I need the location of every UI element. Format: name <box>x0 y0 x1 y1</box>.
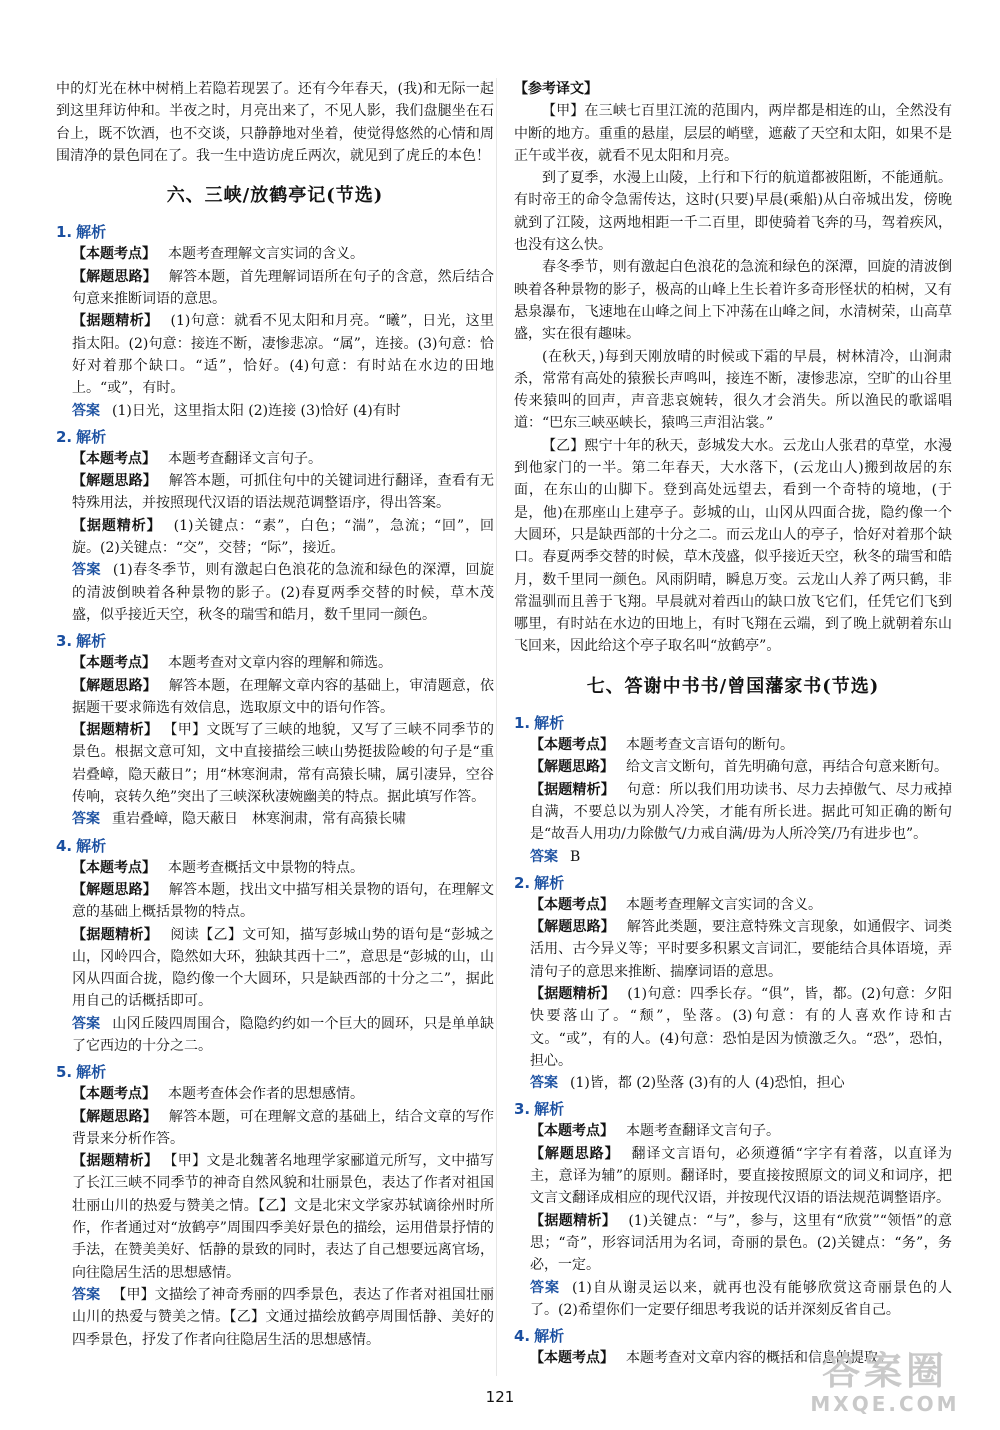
translation-paragraph: 【甲】在三峡七百里江流的范围内，两岸都是相连的山，全然没有中断的地方。重重的悬崖，层层的峭壁，遮蔽了天空和太阳，如果不是正午或半夜，就看不见太阳和月亮。 <box>514 103 952 164</box>
item-text: (1)句意：就看不见太阳和月亮。“曦”，日光，这里指太阳。(2)句意：接连不断，凄惨悲凉。“属”，连接。(3)句意：恰好对着那个缺口。“适”，恰好。(4)句意：有时站在水边的田地上。“或”，有时。 <box>72 313 494 397</box>
analysis-item <box>530 779 952 846</box>
analysis-item <box>530 1120 952 1142</box>
item-text: (1)句意：四季长存。“俱”，皆，都。(2)句意：夕阳快要落山了。“颓”，坠落。(3)句意：有的人喜欢作诗和古文。“或”，有的人。(4)句意：恐怕是因为愤激乏久。“恐”，恐怕，担心。 <box>530 985 952 1069</box>
answer-row <box>530 1072 952 1094</box>
question-number: 5. <box>56 1063 73 1082</box>
item-text: 【甲】文是北魏著名地理学家郦道元所写，文中描写了长江三峡不同季节的神奇自然风貌和壮丽景色，表达了作者对祖国壮丽山川的热爱与赞美之情。【乙】文是北宋文学家苏轼谪徐州时所作，作者通过对“放鹤亭”周围四季美好景色的描绘，运用借景抒情的手法，在赞美美好、恬静的景致的同时，表达了自己想要远离官场，向往隐居生活的思想感情。 <box>72 1153 495 1281</box>
item-tag: 【本题考点】 <box>72 655 156 672</box>
translation-paragraph: 【乙】熙宁十年的秋天，彭城发大水。云龙山人张君的草堂，水漫到他家门的一半。第二年春天，大水落下，(云龙山人)搬到故居的东面，在东山的山脚下。登到高处远望去，看到一个奇特的境地，(于是，他)在那座山上建亭子。彭城的山，山冈从四面合拢，隐约像一个大圆环，只是缺西部的十分之二。而云龙山人的亭子，恰好对着那个缺口。春夏两季交替的时候，草木茂盛，似乎接近天空，秋冬的瑞雪和皓月，数千里同一颜色。风雨阴晴，瞬息万变。云龙山人养了两只鹤，非常温驯而且善于飞翔。早晨就对着西山的缺口放飞它们，任凭它们飞到哪里，有时站在水边的田地上，有时飞翔在云端，到了晚上就朝着东山飞回来，因此给这个亭子取名叫“放鹤亭”。 <box>514 437 952 655</box>
answer-row <box>72 1013 494 1058</box>
answer-text: (1)皆，都 (2)坠落 (3)有的人 (4)恐怕，担心 <box>570 1075 845 1092</box>
analysis-item <box>72 1083 494 1105</box>
question-label: 解析 <box>76 632 107 651</box>
answer-tag: 答案 <box>530 848 558 865</box>
watermark-cn: 答案圈 <box>821 1349 948 1393</box>
question-heading <box>56 1061 494 1083</box>
reference-translation <box>514 100 952 657</box>
item-tag: 【据题精析】 <box>530 781 615 798</box>
answer-row <box>72 400 494 422</box>
answer-tag: 答案 <box>72 1286 101 1303</box>
answer-text: 【甲】文描绘了神奇秀丽的四季景色，表达了作者对祖国壮丽山川的热爱与赞美之情。【乙】文通过描绘放鹤亭周围恬静、美好的四季景色，抒发了作者向往隐居生活的思想感情。 <box>72 1286 495 1348</box>
answer-tag: 答案 <box>530 1075 558 1092</box>
right-questions <box>514 712 952 1369</box>
question-heading <box>514 872 952 894</box>
answer-text: 重岩叠嶂，隐天蔽日 林寒涧肃，常有高猿长啸 <box>112 811 406 828</box>
analysis-item <box>72 879 494 924</box>
analysis-item <box>72 266 494 311</box>
analysis-item <box>530 916 952 983</box>
answer-tag: 答案 <box>72 402 100 419</box>
question-heading <box>56 630 494 652</box>
item-tag: 【据题精析】 <box>72 517 162 534</box>
question-label: 解析 <box>76 836 107 855</box>
analysis-item <box>72 675 494 720</box>
answer-text: (1)春冬季节，则有激起白色浪花的急流和绿色的深潭，回旋的清波倒映着各种景物的影子。(2)春夏两季交替的时候，草木茂盛，似乎接近天空，秋冬的瑞雪和皓月，数千里同一颜色。 <box>72 562 494 623</box>
analysis-item <box>72 1106 494 1151</box>
analysis-item <box>72 924 494 1013</box>
item-text: 本题考查理解文言实词的含义。 <box>168 246 364 263</box>
answer-row <box>72 808 494 830</box>
item-text: 本题考查对文章内容的概括和信息的提取。 <box>626 1350 892 1367</box>
item-tag: 【解题思路】 <box>530 919 615 936</box>
analysis-item <box>530 894 952 916</box>
question-heading <box>56 835 494 857</box>
right-column <box>514 78 952 1369</box>
item-tag: 【本题考点】 <box>530 896 614 913</box>
answer-row <box>72 1284 494 1351</box>
item-text: 本题考查翻译文言句子。 <box>626 1123 780 1140</box>
item-text: 本题考查概括文中景物的特点。 <box>168 859 364 876</box>
answer-text: (1)自从谢灵运以来，就再也没有能够欣赏这奇丽景色的人了。(2)希望你们一定要仔细思考我说的话并深刻反省自己。 <box>530 1279 952 1318</box>
question-label: 解析 <box>76 223 107 242</box>
item-text: 解答本题，找出文中描写相关景物的语句，在理解文意的基础上概括景物的特点。 <box>72 881 495 921</box>
item-tag: 【据题精析】 <box>72 722 159 739</box>
analysis-item <box>72 1150 494 1284</box>
question-number: 2. <box>56 427 73 446</box>
analysis-item <box>530 1210 952 1277</box>
answer-row <box>530 846 952 868</box>
item-tag: 【解题思路】 <box>72 268 157 285</box>
question-label: 解析 <box>76 1063 107 1082</box>
answer-text: 山冈丘陵四周围合，隐隐约约如一个巨大的圆环，只是单单缺了它西边的十分之二。 <box>72 1015 495 1054</box>
item-text: (1)关键点：“与”，参与，这里有“欣赏”“领悟”的意思；“奇”，形容词活用为名词，奇丽的景色。(2)关键点：“务”，务必，一定。 <box>530 1212 952 1274</box>
answer-tag: 答案 <box>72 1015 101 1032</box>
question-number: 4. <box>514 1327 531 1346</box>
question-label: 解析 <box>76 427 107 446</box>
question-heading <box>514 1098 952 1120</box>
question-label: 解析 <box>534 1327 565 1346</box>
answer-text: B <box>570 848 581 865</box>
left-questions <box>56 221 494 1350</box>
answer-text: (1)日光，这里指太阳 (2)连接 (3)恰好 (4)有时 <box>112 402 401 419</box>
question-label: 解析 <box>534 1100 565 1119</box>
item-tag: 【本题考点】 <box>530 1350 614 1367</box>
item-tag: 【本题考点】 <box>72 450 156 467</box>
item-text: 本题考查理解文言实词的含义。 <box>626 896 822 913</box>
item-tag: 【解题思路】 <box>72 1108 157 1125</box>
translation-paragraph: 到了夏季，水漫上山陵，上行和下行的航道都被阻断，不能通航。有时帝王的命令急需传达，这时(只要)早晨(乘船)从白帝城出发，傍晚就到了江陵，这两地相距一千二百里，即使骑着飞奔的马，驾着疾风，也没有这么快。 <box>514 170 952 254</box>
item-text: 解答本题，可在理解文意的基础上，结合文章的写作背景来分析作答。 <box>72 1108 495 1147</box>
analysis-item <box>72 857 494 879</box>
left-column <box>56 78 494 1351</box>
translation-paragraph: 春冬季节，则有激起白色浪花的急流和绿色的深潭，回旋的清波倒映着各种景物的影子，极高的山峰上生长着许多奇形怪状的柏树，又有悬泉瀑布，飞速地在山峰之间上下冲荡在山峰之间，水清树荣，山高草盛，实在很有趣味。 <box>514 259 952 343</box>
analysis-item <box>72 652 494 674</box>
analysis-item <box>72 310 494 399</box>
item-tag: 【解题思路】 <box>72 677 157 694</box>
item-text: 本题考查翻译文言句子。 <box>168 450 322 467</box>
item-text: 解答本题，首先理解词语所在句子的含意，然后结合句意来推断词语的意思。 <box>72 268 495 308</box>
question-heading <box>514 1325 952 1347</box>
analysis-item <box>72 515 494 560</box>
item-tag: 【解题思路】 <box>530 759 614 776</box>
item-tag: 【据题精析】 <box>72 926 159 943</box>
reference-translation-heading: 【参考译文】 <box>514 81 598 97</box>
column-divider <box>496 78 497 1376</box>
item-tag: 【解题思路】 <box>530 1145 620 1162</box>
item-text: 解答此类题，要注意特殊文言现象，如通假字、词类活用、古今异义等；平时要多积累文言词汇，要能结合具体语境，弄清句子的意思来推断、揣摩词语的意思。 <box>530 919 953 980</box>
item-tag: 【解题思路】 <box>72 473 157 490</box>
answer-tag: 答案 <box>72 562 101 579</box>
question-number: 4. <box>56 836 73 855</box>
analysis-item <box>530 756 952 778</box>
answer-tag: 答案 <box>530 1279 561 1296</box>
analysis-item <box>72 719 494 808</box>
item-tag: 【本题考点】 <box>72 246 156 263</box>
item-text: 句意：所以我们用功读书、尽力去掉傲气、尽力戒掉自满，不要总以为别人冷笑，才能有所长进。据此可知正确的断句是“故吾人用功/力除傲气/力戒自满/毋为人所冷笑/乃有进步也”。 <box>530 781 953 843</box>
question-number: 3. <box>56 632 73 651</box>
question-label: 解析 <box>534 714 565 733</box>
question-heading <box>514 712 952 734</box>
item-text: 【甲】文既写了三峡的地貌，又写了三峡不同季节的景色。根据文意可知，文中直接描绘三峡山势挺拔险峻的句子是“重岩叠嶂，隐天蔽日”；用“林寒涧肃，常有高猿长啸，属引凄异，空谷传响，哀转久绝”突出了三峡深秋凄婉幽美的特点。据此填写作答。 <box>72 722 495 806</box>
analysis-item <box>72 470 494 515</box>
item-text: 本题考查文言语句的断句。 <box>626 737 794 754</box>
item-tag: 【本题考点】 <box>530 1123 614 1140</box>
item-tag: 【据题精析】 <box>72 1153 159 1170</box>
section-6-title: 六、三峡/放鹤亭记(节选) <box>166 185 384 207</box>
answer-row <box>530 1277 952 1322</box>
item-tag: 【据题精析】 <box>530 1212 617 1229</box>
intro-paragraph: 中的灯光在林中树梢上若隐若现罢了。还有今年春天，(我)和无际一起到这里拜访仲和。半夜之时，月亮出来了，不见人影，我们盘腿坐在石台上，既不饮酒，也不交谈，只静静地对坐着，使觉得悠然的心情和周围清净的景色同在了。我一生中造访虎丘两次，就见到了虎丘的本色！ <box>56 81 494 164</box>
watermark-url: MXQE.COM <box>810 1392 960 1416</box>
analysis-item <box>72 243 494 265</box>
question-label: 解析 <box>534 873 565 892</box>
page-number: 121 <box>485 1388 515 1406</box>
item-text: 解答本题，可抓住句中的关键词进行翻译，查看有无特殊用法，并按照现代汉语的语法规范调整语序，得出答案。 <box>72 473 495 512</box>
analysis-item <box>530 734 952 756</box>
answer-row <box>72 559 494 626</box>
question-number: 1. <box>56 223 73 242</box>
question-number: 1. <box>514 714 531 733</box>
item-text: 本题考查对文章内容的理解和筛选。 <box>168 655 392 672</box>
item-tag: 【本题考点】 <box>72 1086 156 1103</box>
watermark-logo <box>790 1350 980 1420</box>
answer-tag: 答案 <box>72 811 100 828</box>
item-tag: 【本题考点】 <box>530 737 614 754</box>
item-text: 阅读【乙】文可知，描写彭城山势的语句是“彭城之山，冈岭四合，隐然如大环，独缺其西十二”，意思是“彭城的山，山冈从四面合拢，隐约像一个大圆环，只是缺西部的十分之二”，据此用自己的话概括即可。 <box>72 926 495 1010</box>
item-text: 给文言文断句，首先明确句意，再结合句意来断句。 <box>626 759 948 776</box>
item-tag: 【解题思路】 <box>72 881 157 898</box>
question-heading <box>56 221 494 243</box>
item-text: 翻译文言语句，必须遵循“字字有着落，以直译为主，意译为辅”的原则。翻译时，要直接按照原文的词义和词序，把文言文翻译成相应的现代汉语，并按现代汉语的语法规范调整语序。 <box>530 1145 953 1207</box>
question-number: 2. <box>514 873 531 892</box>
item-tag: 【据题精析】 <box>72 313 159 330</box>
section-7-title: 七、答谢中书书/曾国藩家书(节选) <box>586 675 880 697</box>
item-text: (1)关键点：“素”，白色；“湍”，急流；“回”，回旋。(2)关键点：“交”，交替；“际”，接近。 <box>72 517 494 557</box>
question-number: 3. <box>514 1100 531 1119</box>
analysis-item <box>530 1143 952 1210</box>
item-text: 本题考查体会作者的思想感情。 <box>168 1086 364 1103</box>
translation-paragraph: (在秋天，)每到天刚放晴的时候或下霜的早晨，树林清冷，山涧肃杀，常常有高处的猿猴长声鸣叫，接连不断，凄惨悲凉，空旷的山谷里传来猿叫的回声，声音悲哀婉转，很久才会消失。所以渔民的歌谣唱道：“巴东三峡巫峡长，猿鸣三声泪沾裳。” <box>514 348 952 432</box>
item-text: 解答本题，在理解文章内容的基础上，审清题意，依据题干要求筛选有效信息，选取原文中的语句作答。 <box>72 677 495 716</box>
analysis-item <box>72 448 494 470</box>
item-tag: 【据题精析】 <box>530 985 616 1002</box>
analysis-item <box>530 983 952 1072</box>
question-heading <box>56 426 494 448</box>
item-tag: 【本题考点】 <box>72 859 156 876</box>
